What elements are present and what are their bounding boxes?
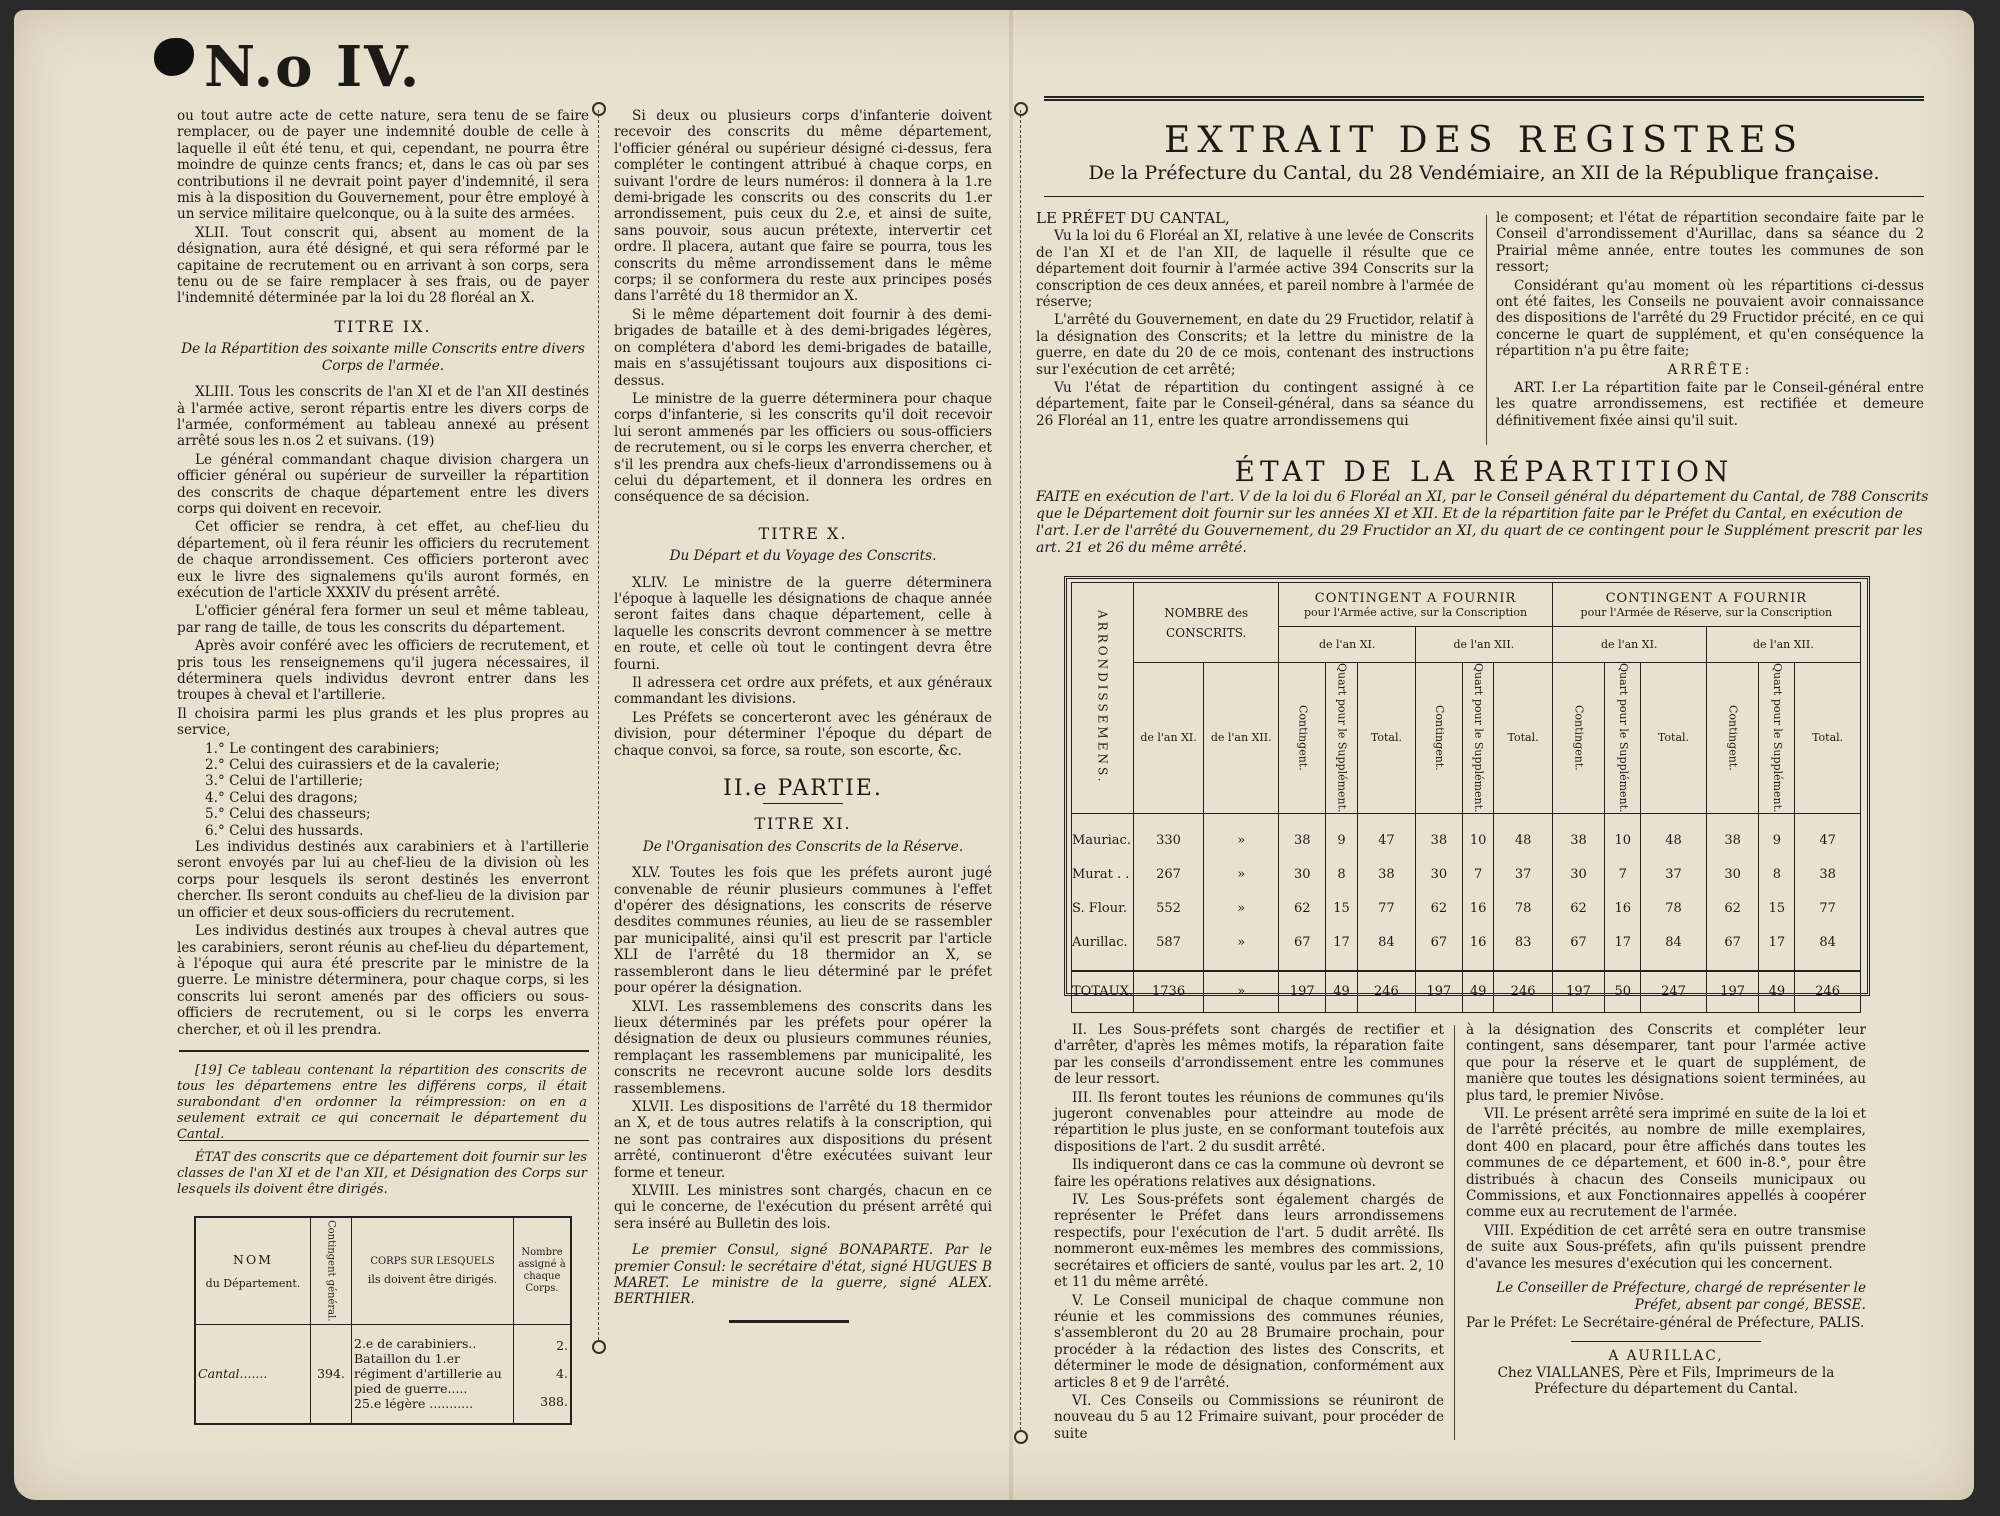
- col-header-reserve-xi: de l'an XI.: [1552, 627, 1706, 663]
- paragraph: Cet officier se rendra, à cet effet, au chef-lieu du département, où il fera réunir les officiers du recrutement de chaque arrondissement. Ces officiers porteront avec eux le livre des signalemens qu'ils auront formés, en exécution de l'article XXXIV du présent arrêté.: [177, 519, 589, 601]
- column-separator: [598, 110, 599, 1340]
- titre-x-subheading: Du Départ et du Voyage des Conscrits.: [669, 548, 937, 565]
- table-cell: 48: [1641, 824, 1707, 858]
- col-header: CORPS SUR LESQUELS: [370, 1255, 495, 1267]
- arrondissement-name: S. Flour.: [1072, 892, 1134, 926]
- count-xii: »: [1204, 892, 1279, 926]
- paragraph: Si deux ou plusieurs corps d'infanterie doivent recevoir des conscrits du même département, l'officier général ou supérieur désigné ci-dessus, fera compléter le contingent attribué à chaque corps, en suivant l'ordre de leurs numéros: il donnera à la 1.re demi-brigade les conscrits ou des conscrits du 1.er arrondissement, puis ceux du 2.e, et ainsi de suite, sans pouvoir, sous aucun prétexte, intervertir cet ordre. Il placera, autant que faire se pourra, tous les conscrits du même arrondissement dans le même corps; il se conformera du reste aux principes posés dans l'arrêté du 18 thermidor an X.: [614, 108, 992, 305]
- table-row: [1072, 824, 1861, 858]
- table-cell: 38: [1552, 824, 1605, 858]
- table-cell: 10: [1605, 824, 1641, 858]
- paragraph: III. Ils feront toutes les réunions de communes qu'ils jugeront convenables pour atteindre au mode de répartition le plus juste, en se conformant toutefois aux dispositions de l'art. 2 du susdit arrêté.: [1054, 1089, 1444, 1155]
- col-header-contingent: Contingent.: [1296, 704, 1310, 771]
- bottom-column-1: [1054, 1022, 1444, 1444]
- document-sheet: [14, 10, 1974, 1500]
- prefet-heading: LE PRÉFET DU CANTAL,: [1036, 209, 1230, 227]
- divider: [763, 803, 843, 804]
- paragraph: Le ministre de la guerre déterminera pour chaque corps d'infanterie, si les conscrits qu'il doit recevoir lui seront ammenés par les officiers ou sous-officiers de recrutement, ou si le corps les enverra chercher, et s'il les prendra aux chefs-lieux d'arrondissemens ou à celui du département, et il donnera les ordres en conséquence de sa décision.: [614, 390, 992, 506]
- table-cell: 197: [1706, 971, 1759, 1013]
- page-fold: [1009, 10, 1013, 1500]
- col-header: Contingent général.: [325, 1220, 337, 1322]
- col-header: du Département.: [205, 1276, 301, 1290]
- column-separator: [1454, 1025, 1455, 1440]
- paragraph: VII. Le présent arrêté sera imprimé en suite de la loi et de l'arrêté précités, au nombre de mille exemplaires, dont 400 en placard, pour être affichés dans toutes les communes de ce département, et 600 in-8.°, pour être distribués à chacun des Conseils municipaux ou Commissions, et aux Fonctionnaires appellés à coopérer comme eux au recrutement de l'armée.: [1466, 1106, 1866, 1221]
- table-cell: 246: [1494, 971, 1552, 1013]
- left-column-1: [177, 108, 589, 1040]
- table-row: [1072, 926, 1861, 960]
- table-cell: 67: [1552, 926, 1605, 960]
- list-item: 3.° Celui de l'artillerie;: [205, 773, 364, 790]
- count-xi: 267: [1134, 858, 1204, 892]
- corps-name: Bataillon du 1.er régiment d'artillerie au pied de guerre.....: [354, 1351, 502, 1397]
- paragraph: Vu l'état de répartition du contingent assigné à ce département, faite par le Conseil-général, dans sa séance du 26 Floréal an 11, entre les quatre arrondissemens qui: [1036, 380, 1474, 429]
- table-cell: 38: [1279, 824, 1326, 858]
- list-item: 4.° Celui des dragons;: [205, 789, 358, 806]
- table-cell: 38: [1416, 824, 1463, 858]
- paragraph: II. Les Sous-préfets sont chargés de rectifier et d'arrêter, d'après les mêmes motifs, la réparation faite par les conseils d'arrondissement entre les communes de leur ressort.: [1054, 1022, 1444, 1088]
- table-cell: 246: [1357, 971, 1415, 1013]
- table-cell: 16: [1462, 892, 1494, 926]
- table-row: [1072, 858, 1861, 892]
- paragraph: à la désignation des Conscrits et compléter leur contingent, sans désemparer, tant pour l'armée active que pour la réserve et le quart de supplément, de manière que toutes les désignations soient terminées, au plus tard, le premier Nivôse.: [1466, 1022, 1866, 1104]
- divider: [1044, 196, 1924, 197]
- paragraph: Il adressera cet ordre aux préfets, et aux généraux commandant les divisions.: [614, 675, 992, 708]
- list-intro: Il choisira parmi les plus grands et les plus propres au service,: [177, 705, 589, 739]
- col-header-quart: Quart pour le Supplément.: [1770, 663, 1784, 813]
- etat-title: ÉTAT DE LA RÉPARTITION: [1234, 455, 1734, 488]
- bottom-column-2: [1466, 1022, 1866, 1398]
- table-cell: 30: [1706, 858, 1759, 892]
- table-cell: 16: [1605, 892, 1641, 926]
- spacer-row: [1072, 813, 1861, 824]
- paragraph: IV. Les Sous-préfets sont également chargés de représenter le Préfet dans leurs arrondissemens respectifs, pour l'exécution de l'art. 5 dudit arrêté. Ils nommeront eux-mêmes les membres des commissions, secrétaires et officiers de santé, voulus par les art. 2, 10 et 11 du même arrêté.: [1054, 1192, 1444, 1291]
- paragraph: Vu la loi du 6 Floréal an XI, relative à une levée de Conscrits de l'an XI et de l'an XII, de laquelle il résulte que ce département doit fournir à l'armée active 394 Conscrits sur la conscription de ces deux années, et pareil nombre à l'armée de réserve;: [1036, 228, 1474, 311]
- end-rule: [729, 1320, 849, 1323]
- paragraph: Le général commandant chaque division chargera un officier général ou supérieur de surveiller la répartition des conscrits de chaque département entre les divers corps qui doivent en recevoir.: [177, 451, 589, 517]
- paragraph: XLVIII. Les ministres sont chargés, chacun en ce qui le concerne, de l'exécution du présent arrêté qui sera inséré au Bulletin des lois.: [614, 1182, 992, 1232]
- table-cell: 15: [1326, 892, 1358, 926]
- col-header-nb-xi: de l'an XI.: [1134, 663, 1204, 814]
- footnote: [177, 1063, 587, 1145]
- count-xi: 552: [1134, 892, 1204, 926]
- signature-palis: Par le Préfet: Le Secrétaire-général de Préfecture, PALIS.: [1466, 1314, 1865, 1331]
- corps-list: [177, 741, 589, 839]
- table-cell: 62: [1552, 892, 1605, 926]
- header-rule: [1044, 96, 1924, 101]
- table-row: [1072, 892, 1861, 926]
- paragraph: Les Préfets se concerteront avec les généraux de division, pour déterminer l'époque du départ de chaque convoi, sa force, sa route, son escorte, &c.: [614, 709, 992, 759]
- col-header-quart: Quart pour le Supplément.: [1472, 663, 1486, 813]
- dept-total: 394.: [317, 1366, 345, 1382]
- titre-ix-subheading: De la Répartition des soixante mille Conscrits entre divers Corps de l'armée.: [181, 341, 585, 374]
- count-xii: »: [1204, 971, 1279, 1013]
- table-cell: 38: [1795, 858, 1861, 892]
- table-cell: 246: [1795, 971, 1861, 1013]
- col-header-quart: Quart pour le Supplément.: [1616, 663, 1630, 813]
- intro-column-1: [1036, 210, 1474, 431]
- partie-heading: II.e PARTIE.: [723, 776, 883, 802]
- ornament: [1014, 1430, 1028, 1444]
- totals-row: [1072, 971, 1861, 1013]
- signature-block: Le premier Consul, signé BONAPARTE. Par le premier Consul: le secrétaire d'état, signé HUGUES B MARET. Le ministre de la guerre, signé ALEX. BERTHIER.: [614, 1242, 992, 1308]
- etat-description: FAITE en exécution de l'art. V de la loi du 6 Floréal an XI, par le Conseil général du département du Cantal, de 788 Conscrits que le Département doit fournir sur les années XI et XII. Et de la répartition faite par le Préfet du Cantal, en exécution de l'art. I.er de l'arrêté du Gouvernement, du 29 Fructidor an XI, du quart de ce contingent pour le Supplément prescrit par les art. 21 et 26 du même arrêté.: [1036, 489, 1929, 556]
- corps-name: 25.e légère ...........: [354, 1396, 474, 1412]
- table-cell: 197: [1279, 971, 1326, 1013]
- list-item: 5.° Celui des chasseurs;: [205, 806, 371, 823]
- paragraph: Les individus destinés aux carabiniers et à l'artillerie seront envoyés par lui au chef-lieu de la division où les corps pour lesquels ils seront destinés les enverront chercher. Ils seront conduits au chef-lieu de la division par un officier et deux sous-officiers du recrutement.: [177, 839, 589, 921]
- paragraph: XLV. Toutes les fois que les préfets auront jugé convenable de réunir plusieurs communes à l'effet d'opérer des désignations, les conscrits de réserve desdites communes réunies, au lieu de se rassembler par municipalité, ainsi qu'il est prescrit par l'article XLI de l'arrêté du 18 thermidor an X, se rassembleront dans le lieu déterminé par le préfet pour opérer la désignation.: [614, 865, 992, 997]
- col-header-arrondissemens: ARRONDISSEMENS.: [1095, 610, 1110, 786]
- table-cell: 62: [1706, 892, 1759, 926]
- table-cell: 47: [1357, 824, 1415, 858]
- printer-city: A AURILLAC,: [1608, 1348, 1724, 1365]
- col-header-nombre: NOMBRE des CONSCRITS.: [1164, 605, 1249, 640]
- table-cell: 17: [1605, 926, 1641, 960]
- small-etat-text: ÉTAT des conscrits que ce département doit fournir sur les classes de l'an XI et de l'an XII, et Désignation des Corps sur lesquels ils doivent être dirigés.: [177, 1150, 587, 1197]
- col-header: NOM: [233, 1251, 273, 1267]
- col-header: ils doivent être dirigés.: [367, 1272, 498, 1286]
- small-etat-caption: [177, 1150, 587, 1200]
- table-cell: 8: [1759, 858, 1795, 892]
- extrait-subtitle: De la Préfecture du Cantal, du 28 Vendémiaire, an XII de la République française.: [1088, 162, 1880, 184]
- ornament: [592, 1340, 606, 1354]
- footnote-text: [19] Ce tableau contenant la répartition des conscrits de tous les départemens entre les différens corps, il était surabondant d'en ordonner la réimpression: on en a seulement extrait ce qui concernait le département du Cantal.: [177, 1063, 587, 1142]
- col-header-contingent: Contingent.: [1572, 704, 1586, 771]
- col-header-quart: Quart pour le Supplément.: [1335, 663, 1349, 813]
- col-header-active-xi: de l'an XI.: [1279, 627, 1416, 663]
- table-cell: 30: [1552, 858, 1605, 892]
- page-number: N.o IV.: [204, 34, 422, 100]
- table-cell: 7: [1605, 858, 1641, 892]
- table-cell: 17: [1326, 926, 1358, 960]
- table-cell: 16: [1462, 926, 1494, 960]
- table-cell: 49: [1759, 971, 1795, 1013]
- col-header-contingent: Contingent.: [1432, 704, 1446, 771]
- table-cell: 30: [1416, 858, 1463, 892]
- intro-column-2: [1496, 210, 1924, 431]
- list-item: 1.° Le contingent des carabiniers;: [205, 740, 440, 757]
- corps-count: 388.: [540, 1393, 568, 1409]
- cantal-corps-table: [194, 1216, 572, 1425]
- table-cell: 15: [1759, 892, 1795, 926]
- paragraph: Considérant qu'au moment où les répartitions ci-dessus ont été faites, les Conseils ne pouvaient avoir connaissance des dispositions de l'arrêté du 29 Fructidor précité, en ce qui concerne le quart de supplément, et qu'en conséquence la répartition n'a pu être faite;: [1496, 277, 1924, 360]
- ink-blot: [154, 38, 194, 76]
- ornament: [592, 102, 606, 116]
- table-cell: 84: [1795, 926, 1861, 960]
- table-cell: 78: [1494, 892, 1552, 926]
- paragraph: ART. I.er La répartition faite par le Conseil-général entre les quatre arrondissemens, est rectifiée et demeure définitivement fixée ainsi qu'il suit.: [1496, 380, 1924, 429]
- paragraph: L'arrêté du Gouvernement, en date du 29 Fructidor, relatif à la désignation des Conscrits; et la lettre du ministre de la guerre, en date du 20 de ce mois, contenant des instructions sur l'exécution de cet arrêté;: [1036, 312, 1474, 378]
- ornament: [1014, 102, 1028, 116]
- table-cell: 50: [1605, 971, 1641, 1013]
- paragraph: V. Le Conseil municipal de chaque commune non réunie et les commissions des communes réunies, s'assembleront du 20 au 28 Brumaire prochain, pour procéder à la rédaction des listes des Conscrits, et déterminer le mode de désignation, conformément aux articles 8 et 9 de l'arrêté.: [1054, 1292, 1444, 1391]
- table-cell: 38: [1706, 824, 1759, 858]
- repartition-table: [1071, 582, 1861, 1013]
- table-cell: 84: [1641, 926, 1707, 960]
- table-cell: 83: [1494, 926, 1552, 960]
- table-cell: 197: [1552, 971, 1605, 1013]
- corps-name: 2.e de carabiniers..: [354, 1336, 477, 1352]
- titre-x-heading: TITRE X.: [758, 523, 848, 543]
- arrondissement-name: Aurillac.: [1072, 926, 1134, 960]
- count-xii: »: [1204, 824, 1279, 858]
- table-cell: 77: [1357, 892, 1415, 926]
- titre-xi-subheading: De l'Organisation des Conscrits de la Réserve.: [642, 838, 964, 855]
- table-cell: 17: [1759, 926, 1795, 960]
- table-cell: 49: [1462, 971, 1494, 1013]
- col-header-active: CONTINGENT A FOURNIR: [1314, 590, 1517, 606]
- table-cell: 48: [1494, 824, 1552, 858]
- table-cell: 67: [1706, 926, 1759, 960]
- extrait-title: EXTRAIT DES REGISTRES: [1163, 120, 1805, 161]
- table-cell: 62: [1279, 892, 1326, 926]
- table-cell: 78: [1641, 892, 1707, 926]
- col-header-total: Total.: [1494, 663, 1552, 814]
- table-cell: 67: [1279, 926, 1326, 960]
- left-column-2: [614, 108, 992, 1310]
- table-cell: 9: [1759, 824, 1795, 858]
- paragraph: Si le même département doit fournir à des demi-brigades de bataille et à des demi-brigades légères, on complétera d'abord les demi-brigades de bataille, mais en s'assujétissant toujours aux dispositions ci-dessus.: [614, 306, 992, 389]
- table-cell: 37: [1494, 858, 1552, 892]
- table-cell: 62: [1416, 892, 1463, 926]
- col-header-active-xii: de l'an XII.: [1416, 627, 1553, 663]
- col-header-reserve-xii: de l'an XII.: [1706, 627, 1860, 663]
- col-header-total: Total.: [1357, 663, 1415, 814]
- paragraph: Les individus destinés aux troupes à cheval autres que les carabiniers, seront réunis au chef-lieu du département, à l'époque qui aura été prescrite par le ministre de la guerre. Le ministre déterminera, pour chaque corps, si les conscrits lui seront amenés par des officiers ou sous-officiers de recrutement, ou si le corps les enverra chercher, et où il les prendra.: [177, 923, 589, 1038]
- titre-xi-heading: TITRE XI.: [754, 814, 852, 834]
- divider: [179, 1140, 589, 1141]
- col-header-total: Total.: [1641, 663, 1707, 814]
- column-separator: [1486, 215, 1487, 445]
- table-cell: 30: [1279, 858, 1326, 892]
- col-header-total: Total.: [1795, 663, 1861, 814]
- col-header-reserve-sub: pour l'Armée de Réserve, sur la Conscription: [1580, 605, 1833, 619]
- table-cell: 37: [1641, 858, 1707, 892]
- col-header-contingent: Contingent.: [1726, 704, 1740, 771]
- paragraph: VIII. Expédition de cet arrêté sera en outre transmise de suite aux Sous-préfets, afin qu'ils puissent prendre d'avance les mesures d'exécution qui les concernent.: [1466, 1222, 1866, 1272]
- col-header-reserve: CONTINGENT A FOURNIR: [1605, 590, 1808, 606]
- paragraph: XLII. Tout conscrit qui, absent au moment de la désignation, aura été désigné, et qui sera réformé par le capitaine de recrutement ou en arrivant à son corps, sera tenu ou de se faire remplacer à ses frais, ou de payer l'indemnité déterminée par la loi du 28 floréal an X.: [177, 224, 589, 307]
- spacer-row: [1072, 960, 1861, 971]
- paragraph: Après avoir conféré avec les officiers de recrutement, et pris tous les renseignemens qu'il jugera nécessaires, il déterminera quels individus devront entrer dans les troupes à cheval et l'artillerie.: [177, 638, 589, 704]
- col-header: Nombre assigné à chaque Corps.: [518, 1246, 566, 1294]
- paragraph: Ils indiqueront dans ce cas la commune où devront se faire les opérations relatives aux désignations.: [1054, 1157, 1444, 1190]
- table-cell: 10: [1462, 824, 1494, 858]
- arrete-heading: ARRÊTE:: [1667, 361, 1753, 378]
- paragraph: XLIV. Le ministre de la guerre déterminera l'époque à laquelle les désignations de chaque année seront faites dans chaque département, celle à laquelle les conscrits devront commencer à se mettre en route, et celle où tout le contingent devra être fourni.: [614, 574, 992, 673]
- count-xi: 330: [1134, 824, 1204, 858]
- list-item: 2.° Celui des cuirassiers et de la cavalerie;: [205, 757, 500, 774]
- list-item: 6.° Celui des hussards.: [205, 822, 364, 839]
- table-cell: 77: [1795, 892, 1861, 926]
- paragraph: L'officier général fera former un seul et même tableau, par rang de taille, de tous les conscrits du département.: [177, 603, 589, 636]
- corps-count: 2.: [556, 1337, 568, 1353]
- table-cell: 7: [1462, 858, 1494, 892]
- col-header-active-sub: pour l'Armée active, sur la Conscription: [1304, 605, 1528, 619]
- table-cell: 67: [1416, 926, 1463, 960]
- paragraph: XLIII. Tous les conscrits de l'an XI et de l'an XII destinés à l'armée active, seront répartis entre les divers corps de l'armée, conformément au tableau annexé au présent arrêté sous les n.os 2 et suivans. (19): [177, 384, 589, 450]
- table-cell: 84: [1357, 926, 1415, 960]
- dept-name: Cantal.......: [198, 1366, 268, 1382]
- table-cell: 49: [1326, 971, 1358, 1013]
- paragraph: ou tout autre acte de cette nature, sera tenu de se faire remplacer, ou de payer une indemnité double de celle à laquelle il eût été tenu, et qui, cependant, ne pourra être moindre de quinze cents francs; et, dans le cas où par ses contributions il ne devrait point payer d'indemnité, il sera mis à la disposition du Gouvernement, pour être employé à un service militaire quelconque, ou à la suite des armées.: [177, 108, 589, 223]
- table-cell: 47: [1795, 824, 1861, 858]
- signature-besse: Le Conseiller de Préfecture, chargé de représenter le Préfet, absent par congé, BESSE.: [1496, 1280, 1866, 1313]
- table-cell: 9: [1326, 824, 1358, 858]
- arrondissement-name: TOTAUX.: [1072, 971, 1134, 1013]
- paragraph: XLVII. Les dispositions de l'arrêté du 18 thermidor an X, et de tous autres relatifs à la conscription, qui ne sont pas contraires aux dispositions du présent arrêté, continueront d'être exécutées suivant leur forme et teneur.: [614, 1098, 992, 1181]
- divider: [179, 1050, 589, 1052]
- col-header-nb-xii: de l'an XII.: [1204, 663, 1279, 814]
- paragraph: XLVI. Les rassemblemens des conscrits dans les lieux déterminés par les préfets pour opérer la désignation de deux ou plusieurs communes réunies, remplaçant les rassemblemens par municipalité, les conscrits ne recevront aucune solde lors desdits rassemblemens.: [614, 998, 992, 1097]
- table-cell: 247: [1641, 971, 1707, 1013]
- divider: [1571, 1341, 1761, 1342]
- table-cell: 197: [1416, 971, 1463, 1013]
- arrondissement-name: Mauriac.: [1072, 824, 1134, 858]
- paragraph: VI. Ces Conseils ou Commissions se réuniront de nouveau du 5 au 12 Frimaire suivant, pour procéder de suite: [1054, 1392, 1444, 1442]
- table-cell: 38: [1357, 858, 1415, 892]
- count-xii: »: [1204, 926, 1279, 960]
- count-xi: 1736: [1134, 971, 1204, 1013]
- table-cell: 8: [1326, 858, 1358, 892]
- count-xii: »: [1204, 858, 1279, 892]
- printer-name: Chez VIALLANES, Père et Fils, Imprimeurs de la Préfecture du département du Cantal.: [1497, 1364, 1835, 1398]
- titre-ix-heading: TITRE IX.: [334, 316, 432, 336]
- paragraph: le composent; et l'état de répartition secondaire faite par le Conseil d'arrondissement d'Aurillac, dans sa séance du 2 Prairial même année, entre toutes les communes de son ressort;: [1496, 210, 1924, 276]
- corps-count: 4.: [556, 1365, 568, 1381]
- count-xi: 587: [1134, 926, 1204, 960]
- page-separator: [1020, 110, 1021, 1430]
- arrondissement-name: Murat . .: [1072, 858, 1134, 892]
